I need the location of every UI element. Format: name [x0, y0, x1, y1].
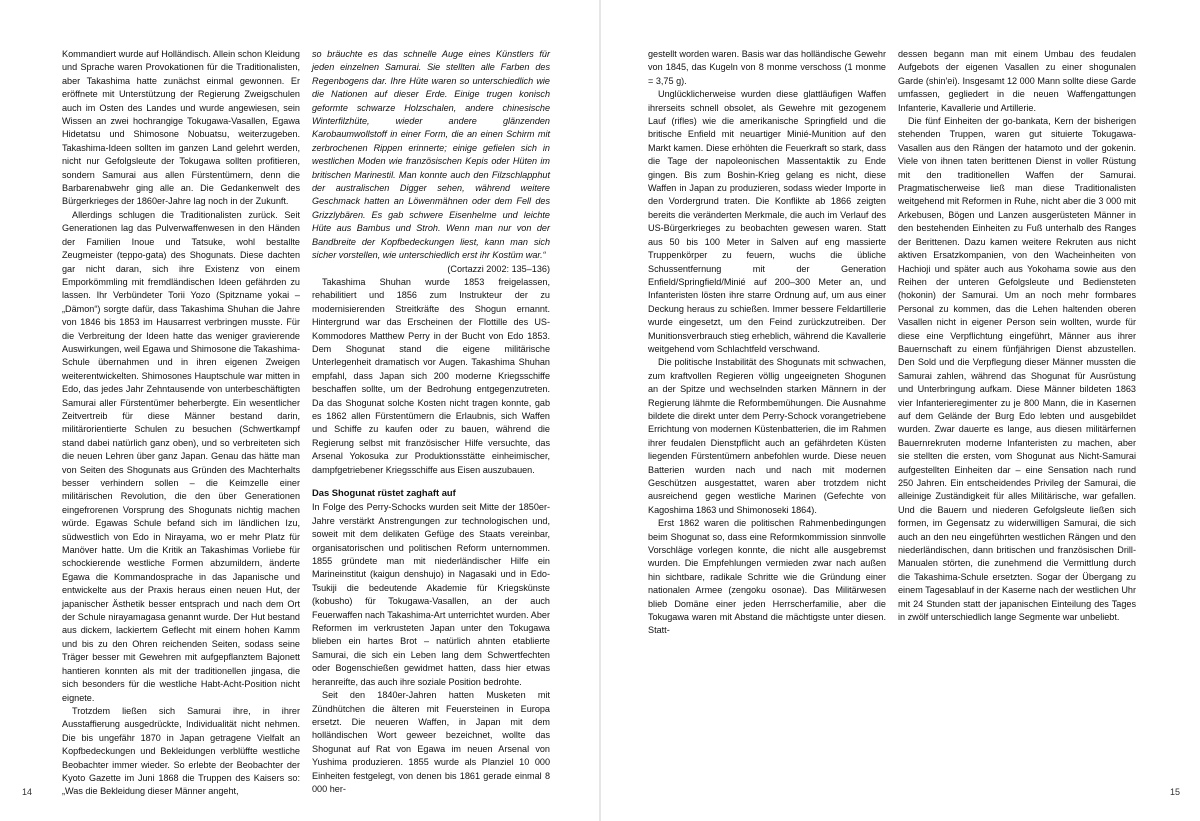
paragraph: Erst 1862 waren die politischen Rahmenbedingungen beim Shogunat so, dass eine Reformkommission sinnvolle Vorschläge vorlegen konnte, die nicht alle ausgebremst wurden. Die Empfehlungen vermieden zwar nach außen hin sichtbare, radikale Schritte wie die Gründung einer nationalen Armee (zengoku osonae). Das Militärwesen blieb Domäne einer jeden Herrscherfamilie, aber die Tokugawa waren mit Abstand die mächtigste unter diesen. Statt- [648, 518, 886, 636]
block-quote: so bräuchte es das schnelle Auge eines Künstlers für jeden einzelnen Samurai. Sie stellten alle Farben des Regenbogens dar. Ihre Hüte waren so unterschiedlich wie die Nationen auf dieser Erde. Einige trugen konisch geformte schwarze Holzschalen, andere chinesische Winterfilzhüte, wieder andere glänzenden Karobaumwollstoff in einer Form, die an einen Schirm mit zerbrochenen Rippen erinnerte; einige gefielen sich in westlichen Moden wie französischen Kepis oder Hüten im britischen Marinestil. Man konnte auch den Filzschlapphut der australischen Digger sehen, während weitere Geschmack hatten an Löwenmähnen oder dem Fell des Grizzlybären. Es gab schwere Eisenhelme und leichte Hüte aus Bambus und Stroh. Wenn man nur von der Bandbreite der Kopfbedeckungen liest, kann man sich sicher vorstellen, wie unterschiedlich erst ihr Kostüm war.“ [312, 49, 550, 261]
left-page-column-2 [312, 48, 550, 794]
left-page-column-1 [62, 48, 300, 797]
right-page-column-2 [898, 48, 1136, 790]
right-page-column-1 [648, 48, 886, 790]
paragraph: Allerdings schlugen die Traditionalisten zurück. Seit Generationen lag das Pulverwaffenwesen in den Händen der Familien Inoue und Tatsuke, wohl bestallte Zeugmeister (teppo-gata) des Shogunats. Diese dachten gar nicht daran, sich ihre Existenz von einem Emporkömmling mit fremdländischen Ideen gefährden zu lassen. Ihr Verbündeter Torii Yozo (Spitzname yokai – „Dämon“) sorgte dafür, dass Takashima Shuhan die Jahre von 1846 bis 1853 im Hausarrest verbringen musste. Für die Verbreitung der Ideen hatte das weniger gravierende Auswirkungen, weil Egawa und Shimosone die Takashima-Schule übernahmen und in ihren eigenen Zweigen weiterentwickelten. Shimosones Hauptschule war mitten in Edo, das jedes Jahr Zehntausende von unterbeschäftigten Samurai aller Fürstentümer beherbergte. Ein wesentlicher Zeitvertreib für diese Männer bestand darin, militärorientierte Schulen zu besuchen (Schwertkampf stand dabei natürlich ganz oben), und so verbreiteten sich die neuen Lehren über ganz Japan. Genau das hätte man von Seiten des Shogunats aus Gründen des Machterhalts besser verhindern sollen – die Keimzelle einer militärischen Revolution, die den über Generationen eingefrorenen Vorsprung des Shogunats nichtig machen würde. Egawas Schule befand sich im ländlichen Izu, südwestlich von Edo in Nirayama, wo er mehr Platz für Manöver hatte. Um die Kritik an Takashimas Vorliebe für schockierende westliche Formen abzumildern, änderte Egawa die Kommandosprache in das Japanische und entwickelte aus der Praxis heraus einen neuen Hut, der japanischer Ästhetik besser entsprach und nach dem Ort der Schule nirayamagasa genannt wurde. Der Hut bestand aus dickem, lackiertem Geflecht mit einem hohen Kamm und bis zu den Ohren reichenden Seiten, sodass seine Träger besser mit Gewehren mit aufgepflanztem Bajonett hantieren konnten als mit der traditionellen jingasa, die sich besonders für die westliche Habt-Acht-Position nicht eignete. [62, 209, 300, 703]
paragraph: Kommandiert wurde auf Holländisch. Allein schon Kleidung und Sprache waren Provokationen für die Traditionalisten, aber Takashima hatte zunächst einmal gewonnen. Er eröffnete mit Unterstützung der Regierung Zweigschulen auch im Osten des Landes und wurde angewiesen, sein Wissen an zwei hochrangige Tokugawa-Vasallen, Egawa Hidetatsu und Shimosone Nobuatsu, weiterzugeben. Takashima-Ideen sollten im ganzen Land gelehrt werden, nicht nur Gefolgsleute der Tokugawa sollten profitieren, sondern Samurai aus allen Fürstentümern, denn die Barbarenabwehr ging alle an. Die Gedankenwelt des Bürgerkrieges der 1860er-Jahre lag noch in der Zukunft. [62, 49, 300, 207]
right-page-number: 15 [1169, 787, 1180, 797]
paragraph: Die politische Instabilität des Shogunats mit schwachen, zum kraftvollen Regieren völlig ungeeigneten Shogunen an der Spitze und wechselnden starken Männern in der Regierung lähmte die Reformbemühungen. Die Ausnahme bildete die direkt unter dem Perry-Schock vorangetriebene Errichtung von modernen Küstenbatterien, die im Rahmen ihrer feudalen Dienstpflicht auch an gefährdeten Küsten liegenden Fürstentümern anbefohlen wurde. Diese neuen Batterien wurden nach und nach mit modernen Geschützen ausgestattet, waren aber trotzdem nicht ausreichend gegen westliche Marinen (Gefechte von Kagoshima 1863 und Shimonoseki 1864). [648, 357, 886, 515]
paragraph: gestellt worden waren. Basis war das holländische Gewehr von 1845, das Kugeln von 8 monme verschoss (1 monme = 3,75 g). [648, 49, 886, 86]
paragraph: Takashima Shuhan wurde 1853 freigelassen, rehabilitiert und 1856 zum Instrukteur der zu modernisierenden Streitkräfte des Shogun ernannt. Hintergrund war das Erscheinen der Flottille des US-Kommodores Matthew Perry in der Bucht von Edo 1853. Dem Shogunat stand die eigene militärische Unterlegenheit dramatisch vor Augen. Takashima Shuhan empfahl, dass Japan sich 200 moderne Kriegsschiffe beschaffen sollte, um der Bedrohung entgegenzutreten. Da das Shogunat solche Kosten nicht tragen konnte, gab es 1862 allen Fürstentümern die Erlaubnis, sich Waffen und Schiffe zu kaufen oder zu bauen, während die Regierung selbst mit französischer Hilfe versuchte, das Arsenal Yokosuka zur Produktionsstätte einheimischer, dampfgetriebener Kriegsschiffe aus Eisen auszubauen. [312, 276, 550, 475]
paragraph: dessen begann man mit einem Umbau des feudalen Aufgebots der eigenen Vasallen zu einer shogunalen Garde (shin'ei). Insgesamt 12 000 Mann sollte diese Garde umfassen, gegliedert in die neuen Waffengattungen Infanterie, Kavallerie und Artillerie. [898, 49, 1136, 113]
paragraph: Seit den 1840er-Jahren hatten Musketen mit Zündhütchen die älteren mit Feuersteinen in Europa ersetzt. Die neueren Waffen, in Japan mit dem holländischen Wort geweer bezeichnet, wollte das Shogunat auf Rat von Egawa im neuen Arsenal von Yushima produzieren. 1855 wurde als Planziel 10 000 Einheiten festgelegt, von denen bis 1861 gerade einmal 8 000 her- [312, 690, 550, 794]
page-gutter [599, 0, 601, 821]
paragraph: Trotzdem ließen sich Samurai ihre, in ihrer Ausstaffierung ausgedrückte, Individualität nicht nehmen. Die bis ungefähr 1870 in Japan getragene Vielfalt an Kopfbedeckungen und Bekleidungen verblüffte westliche Beobachter immer wieder. So erlebte der Beobachter der Kyoto Gazette im Juni 1868 die Truppen des Kaisers so: „Was die Bekleidung dieser Männer angeht, [62, 705, 300, 797]
citation: (Cortazzi 2002: 135–136) [447, 263, 550, 274]
paragraph: Unglücklicherweise wurden diese glattläufigen Waffen ihrerseits schnell obsolet, als Gewehre mit gezogenem Lauf (rifles) wie die amerikanische Springfield und die britische Enfield mit neuartiger Minié-Munition auf den Markt kamen. Diese erhöhten die Feuerkraft so stark, dass die Tage der napoleonischen Massentaktik zu Ende gingen. Bis zum Boshin-Krieg gelang es nicht, diese Waffen in Japan zu produzieren, sodass wieder Importe in den Vordergrund traten. Die Konflikte ab 1866 zeigten bereits die veränderten Merkmale, die auch im Verlauf des US-Bürgerkrieges zu beobachten gewesen waren. Statt aus 50 bis 100 Meter in Salven auf eng massierte Truppenkörper zu feuern, wuchs die übliche Schussentfernung mit der Generation Enfield/Springfield/Minié auf 200–300 Meter an, und Infanteristen lösten ihre starre Ordnung auf, um aus einer Deckung heraus zu schießen. Immer bessere Feldartillerie wurde eingesetzt, um den Feind zurückzutreiben. Der Munitionsverbrauch stieg erheblich, während die Kavallerie weitgehend vom Schlachtfeld verschwand. [648, 89, 886, 354]
paragraph: Die fünf Einheiten der go-bankata, Kern der bisherigen stehenden Truppen, waren gut situierte Tokugawa-Vasallen aus den Rängen der hatamoto und der gokenin. Viele von ihnen taten berittenen Dienst in voller Rüstung mit den traditionellen Waffen der Samurai. Pragmatischerweise ließ man diese Traditionalisten weitgehend mit Reformen in Ruhe, nicht aber die 3 000 mit Arkebusen, Bögen und Lanzen ausgerüsteten Männer in den bestehenden Einheiten zu Fuß unterhalb des Ranges der Berittenen. Dazu kamen weitere Rekruten aus nicht aktiven Ersatzkompanien, von den Wacheinheiten von Hachioji und später auch aus Yokohama sowie aus den Reihen der unteren Gefolgsleute und Bediensteten (hokonin) der Samurai. Um an noch mehr formbares Personal zu kommen, das die Lehen haltenden oberen Vasallen nicht in eigener Person sein wollten, wurde für diese eine Verpflichtung eingeführt, Männer aus ihrer Bauernschaft zu einem fünfjährigen Dienst abzustellen. Den Sold und die Verpflegung dieser Männer mussten die Samurai zahlen, während das Shogunat für Ausrüstung und Unterbringung aufkam. Diese Männer bildeten 1863 vier Infanterieregimenter zu je 800 Mann, die in Kasernen auf dem Gelände der Burg Edo lebten und ausgebildet wurden. Zwar dauerte es lange, aus diesen militärfernen Bauernrekruten moderne Infanteristen zu machen, aber sie stellten die ersten, vom Shogunat aus Nicht-Samurai aufgestellten Einheiten dar – eine Sensation nach rund 250 Jahren. Ein entscheidendes Privileg der Samurai, die alleinige Zuständigkeit für alles Militärische, war gefallen. Und die Bauern und niederen Gefolgsleute ließen sich formen, im Gegensatz zu widerwilligen Samurai, die sich auch an den neu eingeführten westlichen Rängen und den niederländischen, dann britischen und französischen Drill-Manualen störten, die zunehmend die Vermittlung durch die Takashima-Schule ersetzten. Sogar der Übergang zu einem Tagesablauf in der Kaserne nach der westlichen Uhr mit 24 Stunden statt der japanischen Einteilung des Tages in zwölf unterschiedlich lange Segmente war unbeliebt. [898, 116, 1136, 623]
left-page-number: 14 [22, 787, 33, 797]
paragraph: In Folge des Perry-Schocks wurden seit Mitte der 1850er-Jahre verstärkt Anstrengungen zur technologischen und, soweit mit dem delikaten Gefüge des Staats vereinbar, organisatorischen und politischen Reform unternommen. 1855 gründete man mit niederländischer Hilfe ein Marineinstitut (kaigun denshujo) in Nagasaki und in Edo-Tsukiji die bedeutende Akademie für Kriegskünste (kobusho) für Tokugawa-Vasallen, an der auch Feuerwaffen nach Takashima-Art unterrichtet wurden. Aber Reformen im verkrusteten Japan unter den Tokugawa blieben ein hartes Brot – natürlich ahnten etablierte Samurai, die sich ein Leben lang dem Schwertfechten oder Bogenschießen gewidmet hatten, dass hier etwas heranreifte, das auch ihre soziale Position bedrohte. [312, 502, 550, 687]
section-heading: Das Shogunat rüstet zaghaft auf [312, 487, 456, 498]
